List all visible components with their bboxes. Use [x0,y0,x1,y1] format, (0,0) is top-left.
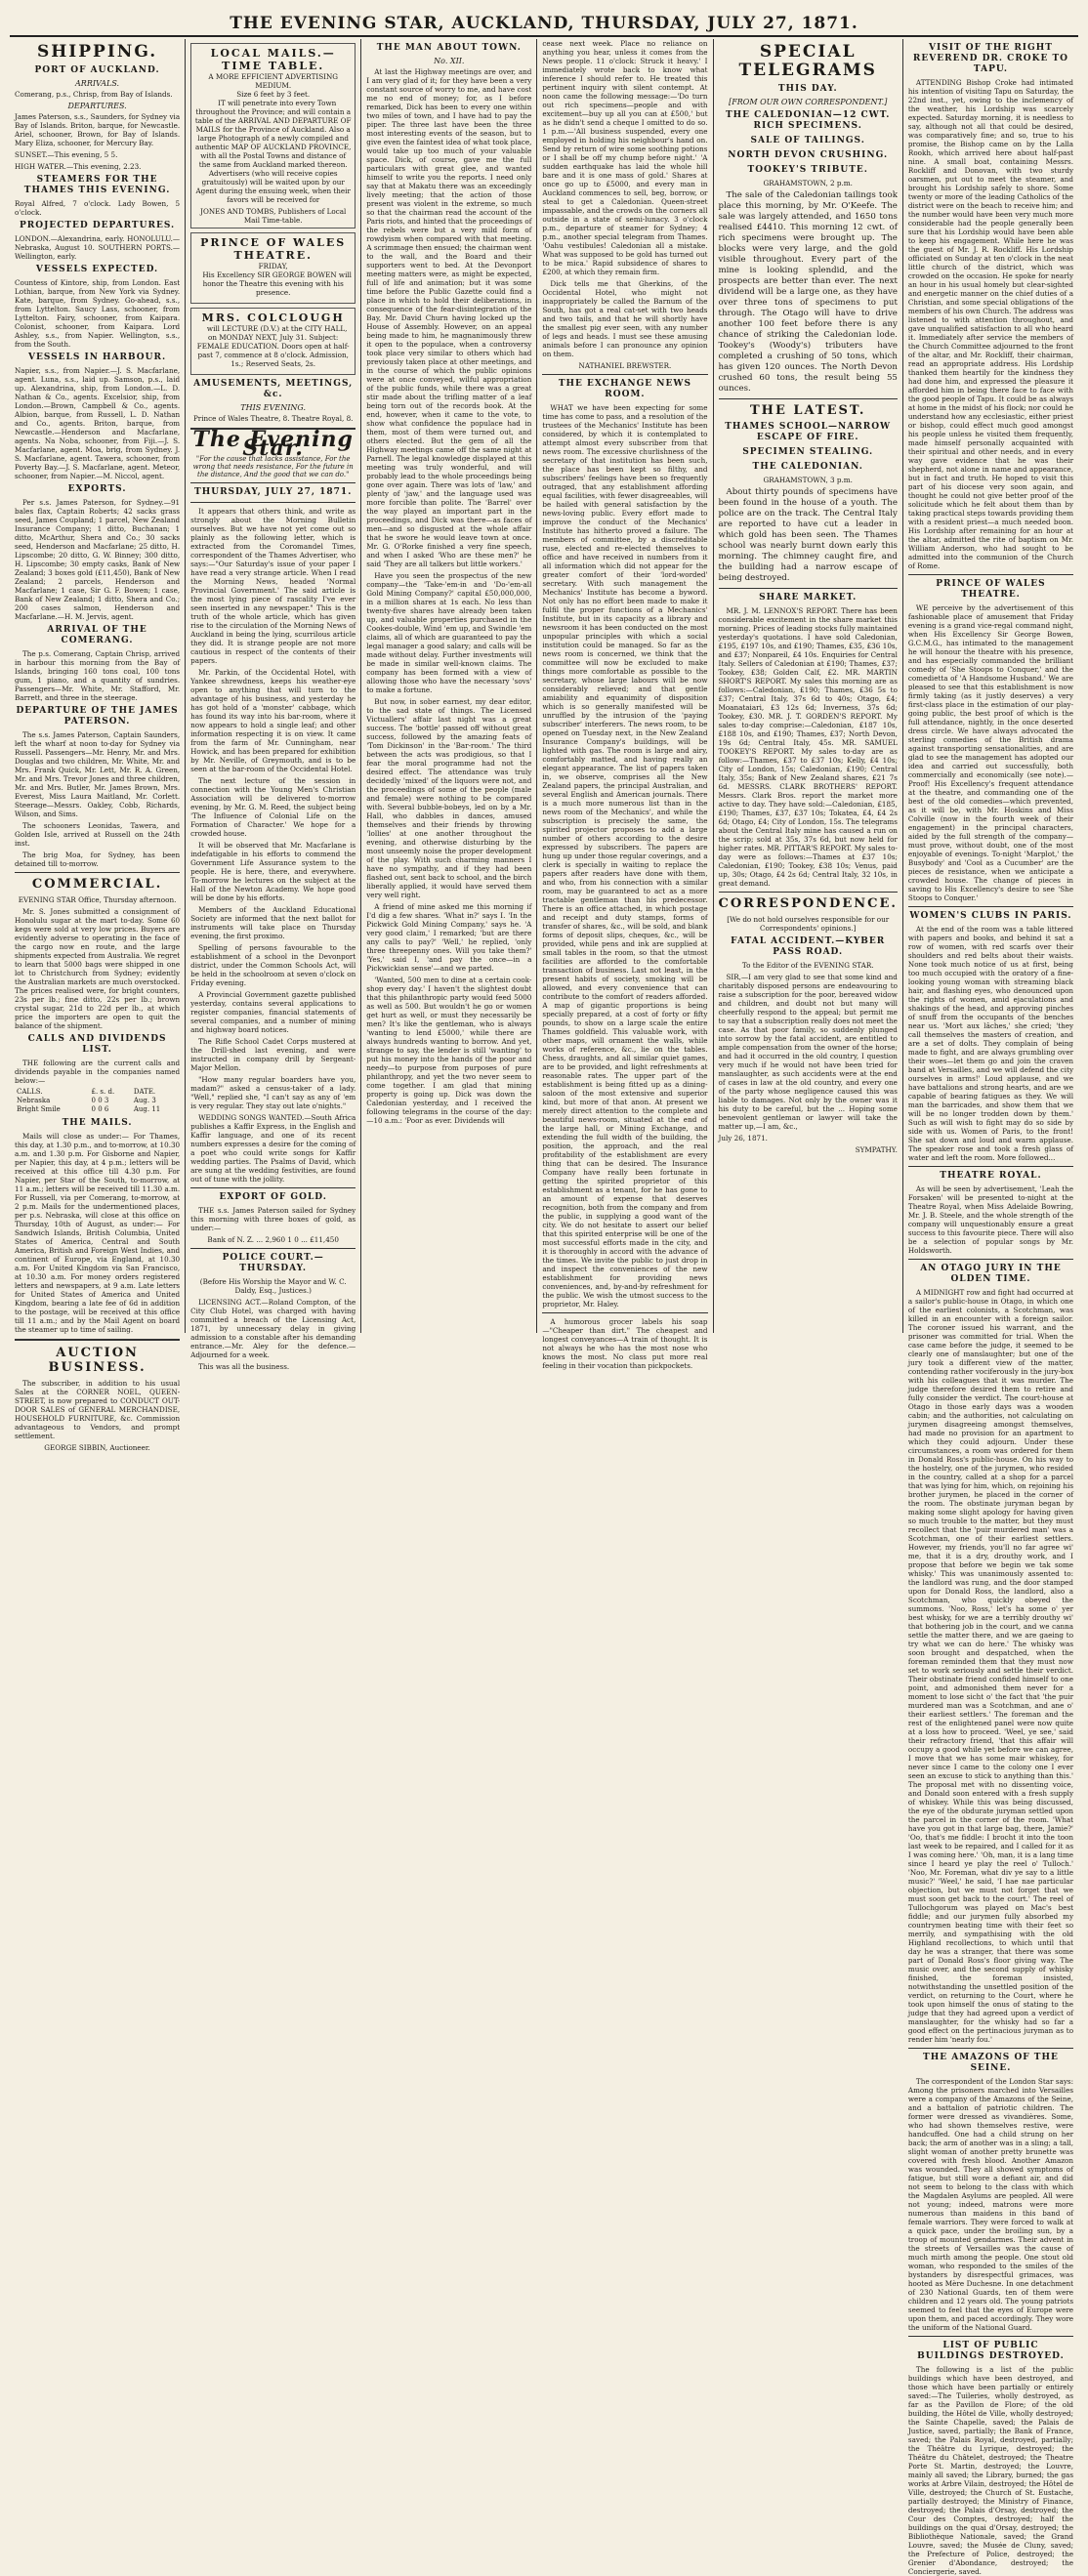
table-cell: Bright Smile [17,1105,61,1113]
auction-heading: AUCTION BUSINESS. [48,1346,146,1375]
calls-intro: THE following are the current calls and dividends payable in the companies named below:— [15,1059,181,1085]
share-market-text: MR. J. M. LENNOX'S REPORT. There has been considerable excitement in the share market this morning. Prices of leading stocks fully maintained yesterday's quotations. I have sold Caledonian, £195, £197 10s, and £190; Thames, £35, £36 10s, and £37; Nonpareil, £4 10s. Enquiries for Central Italy. Sellers of Caledonian at £190; Thames, £37; Tookey, £38; Golden Calf, £2. MR. MARTIN SHORT'S REPORT. My sales this morning are as follows:—Caledonian, £190; Thames, £36 5s to £37; Central Italy, 37s 6d to 40s; Otago, £4; Moanataiari, £3 12s 6d; Inverness, 37s 6d; Tookey, £30. MR. J. T. GORDEN'S REPORT. My sales to-day comprise:—Caledonian, £187 10s, £188 10s, and £190; Thames, £37; North Devon, 19s 6d; Central Italy, 45s. MR. SAMUEL TOOKEY'S REPORT. My sales to-day are as follow:—Thames, £37 to £37 10s; Kelly, £4 10s; City of London, 15s; Caledonian, £190; Central Italy, 35s; Bank of New Zealand shares, £21 7s 6d. MESSRS. CLARK BROTHERS' REPORT. Messrs. Clark Bros. report the market more active to day. They have sold:—Caledonian, £185, £190; Thames, £37, £37 10s; Tokatea, £4, £4 2s 6d; Otago, £4; City of London, 15s. The telegrams about the Central Italy mine has caused a run on the scrip; sold at 35s, 37s 6d, but now held for higher rates. MR. PITTAR'S REPORT. My sales to-day were as follows:—Thames at £37 10s; Caledonian, £190; Tookey, £38 10s; Venus, paid up, 30s; Otago, £4 2s 6d; Central Italy, 32 10s, in great demand. [718,606,898,888]
telegrams-sub: THIS DAY. [777,84,838,94]
comerang-text: The p.s. Comerang, Captain Chrisp, arrived in harbour this morning from the Bay of Islands, bringing 160 tons coal, 100 tons gum, 1 piano, and a quantity of sundries. Passengers—Mr. White, Mr. Stafford, Mr. Barrett, and three in the steerage. [15,649,181,702]
visit-heading: VISIT OF THE RIGHT REVEREND DR. CROKE TO TAPU. [912,43,1068,74]
exports-text: Per s.s. James Paterson, for Sydney.—91 bales flax, Captain Roberts; 42 sacks grass seed, James Coupland; 1 parcel, New Zealand Insurance Company; 1 ditto, Buchanan; 1 ditto, McArthur, Shera and Co.; 30 sacks seed, Henderson and Macfarlane; 25 ditto, H. Lipscombe; 20 ditto, G. W. Binney; 300 ditto, H. Lipscombe; 30 empty casks, Bank of New Zealand; 3 boxes gold (£11,450), Bank of New Zealand; 2 parcels, Henderson and Macfarlane; 1 case, Sir G. F. Bowen; 1 case, Bank of New Zealand; 1 ditto, Shera and Co.; 200 cases salmon, Henderson and Macfarlane.—H. M. Jervis, agent. [15,498,181,621]
calls-table [15,1088,180,1114]
column-ads [186,39,361,1371]
divider [908,906,1073,907]
fatal-date: July 26, 1871. [718,1134,768,1143]
divider [190,1187,356,1188]
divider [542,374,707,375]
steamers-heading: STEAMERS FOR THE THAMES THIS EVENING. [23,175,171,195]
port-heading: PORT OF AUCKLAND. [34,65,160,75]
prince-theatre-heading: PRINCE OF WALES THEATRE. [936,579,1046,600]
masthead [10,6,1078,37]
colclough-ad-text: will LECTURE (D.V.) at the CITY HALL, on MONDAY NEXT, July 31. Subject: FEMALE EDUCATION. Doors open at half-past 7, commence at 8 o'clock. Admission, 1s.; Reserved Seats, 2s. [196,324,350,368]
otago-heading: AN OTAGO JURY IN THE OLDEN TIME. [920,1264,1062,1284]
divider [15,872,180,873]
thames-school-heading: THAMES SCHOOL—NARROW ESCAPE OF FIRE. [725,422,892,442]
table-cell: Aug. 3 [133,1097,156,1104]
amusements-text: Prince of Wales Theatre, 8. Theatre Royal, 8. [192,414,354,423]
projected-heading: PROJECTED DEPARTURES. [19,221,176,230]
exchange-text: WHAT we have been expecting for some time has come to pass, and a resolution of the trustees of the Mechanics' Institute has been considered, by which it is contemplated to attempt almost every subscriber from that news room. The excessive churlishness of the secretary of that institution has been such, the place has been kept so filthy, and subscribers' feelings have been so frequently outraged, that any establishment affording equal facilities, with fewer disagreeables, will be hailed with general satisfaction by the news-loving public. Every effort made to improve the conduct of the Mechanics' Institute has hitherto proved a failure. The members of committee, by a discreditable ruse, elected and re-elected themselves to office and have received in numbers from it all information which did not appear for the greater comfort of their 'lord-worded' secretary. With such management the Mechanics' Institute has become a byword. Not only has no effort been made to make it fulfil the proper functions of a Mechanics' Institute, but in its capacity as a library and newsroom it has been conducted on the most unpopular principles with which a social institution could be managed. So far as the news room is concerned, we think that the committee will now be excluded to make things more comfortable as possible to the secretary, whose large labours will be now considerably relieved; and that gentle amiability and equanimity of disposition which is so generally manifested will be unruffled by the intrusion of the 'paying subscriber' interferers. The news room, to be opened on Tuesday next, in the New Zealand Insurance Company's buildings, will be lighted with gas. The room is large and airy, comfortably matted, and having really an elegant appearance. The list of papers taken in, we observe, comprises all the New Zealand papers, the principal Australian, and several English and American journals. There is a much more numerous list than in the news room of the Mechanics', and while the subscription is precisely the same, the spirited projector proposes to add a large number of others according to the desire expressed by subscribers. The papers are hung up under those regular coverings, and a clerk is specially in waiting to replace the papers after readers have done with them, and who, from his connection with a similar room, may be guaranteed to act as a more tractable gentleman than his predecessor. There is an office attached, in which postage and receipt and duty stamps, forms of transfer of shares, &c., will be sold, and blank forms of deposit slips, cheques, &c., will be provided, while pens and ink are supplied at small tables in the room, so that the utmost facilities are afforded to the comfortable transaction of business. Last not least, in the present habits of society, smoking will be allowed, and every convenience that can contribute to the comfort of readers afforded. A map of gigantic proportions is being specially prepared, at a cost of forty or fifty pounds, to show on a large scale the entire Thames goldfield. This valuable work, with other maps, will ornament the walls, while works of reference, &c., lie on the tables. Chess, draughts, and all similar quiet games, are to be provided, and light refreshments at reasonable rates. The upper part of the establishment is being fitted up as a dining-saloon of the most extensive and superior kind, but more of that anon. At present we merely direct attention to the complete and beautiful news-room, situated at the end of the large hall, or Mining Exchange, and extending the full width of the building, the position, the approach, and the real profitability of the establishment are every thing that can be desired. The Insurance Company have really been fortunate in getting the spirited proprietor of this establishment as a tenant, for he has gone to an amount of expense that deserves recognition, both from the company and from the public, in supplying a good want of the city. We do not hesitate to assert our belief that this spirited enterprise will be one of the most successful efforts made in the city, and it is thoroughly in accord with the advance of the times. We invite the public to just drop in and inspect the conveniences of the new establishment for providing news conveniences, and, by-and-by refreshment for the public. We wish the utmost success to the proprietor, Mr. Haley. [542,403,708,1309]
latest-heading: THE LATEST. [750,403,866,418]
boarders-text: "How many regular boarders have you, madam?" asked a census-taker of a lady. "Well," replied she, "I can't say as any of 'em is very regular. They stay out late o'nights." [190,1075,356,1110]
table-cell: 0 0 6 [91,1105,109,1113]
spelling-text: Spelling of persons favourable to the establishment of a school in the Devonport district, under the Common Schools Act, will be held in the schoolroom at seven o'clock on Friday evening. [190,943,356,987]
theatre-royal-text: As will be seen by advertisement, 'Leah the Forsaken' will be presented to-night at the Theatre Royal, when Miss Adelaide Bowring, Mr. J. B. Steele, and the whole strength of the company will unquestionably ensure a great success to this favourite piece. There will also be a selection of popular songs by Mr. Holdsworth. [907,1184,1074,1255]
women-text: At the end of the room was a table littered with papers and books, and behind it sat a row of women, with red scarfs over their shoulders and red belts about their waists. None took much notice of us at first, being too much occupied with the oratory of a fine-looking young woman with streaming black hair, and flashing eyes, who denounced upon the rights of women, amid ejaculations and shakings of the head, and approving pinches of snuff from the occupants of the benches near us. 'Mort aux lâches,' she cried; 'they call themselves the masters of creation, and are a set of dolts. They complain of being made to fight, and are always grumbling over their woes—let them go and join the craven band at Versailles, and we will defend the city ourselves in arms!' Loud applause, and we have battalions and strong hearts, and are we capable of bearing fatigues as they. We will man the barricades, and show them that we will be no longer trodden down by them.' Such as will wish to fight may do so side by side with us. Women of Paris, to the front! She sat down and loud and warm applause. The speaker rose and took a fresh glass of water and left the room. More followed... [907,925,1074,1162]
wedding-text: WEDDING SONGS WANTED.—South Africa publishes a Kaffir Express, in the English and Kaffir language, and one of its recent numbers expresses a desire for the coming of a poet who could write songs for Kaffir wedding parties. The Psalms of David, which are sung at the wedding festivities, are found out of tune with the jollity. [190,1113,356,1184]
tailings-heading: SALE OF TAILINGS. [750,136,865,145]
motto: "For the cause that lacks assistance, For the wrong that needs resistance, For the future in the distance, And the good that we can do." [192,455,354,478]
man-about-town-text-2: Have you seen the prospectus of the new company—the 'Take-'em-in and 'Do-'em-all Gold Mining Company?' capital £50,000,000, in a million shares at 1s each. No less than twenty-five shares have already been taken up, and valuable properties purchased in the Cookes-double, Wind 'em up, and Swindle 'em claims, all of which are guaranteed to pay the legal manager a good salary; and calls will be made without delay. Further investments will be made in similar well-known claims. The company has been formed with a view of allowing those who have the necessary 'sovs' to make a fortune. [366,571,532,694]
moa-text: The brig Moa, for Sydney, has been detained till to-morrow. [15,851,181,868]
amusements-sub: THIS EVENING. [240,403,307,412]
table-cell: Nebraska [17,1097,51,1104]
divider [15,1339,180,1341]
signature: NATHANIEL BREWSTER. [578,361,672,370]
shipping-heading: SHIPPING. [36,42,158,62]
steamers-text: Royal Alfred, 7 o'clock. Lady Bowen, 5 o'clock. [15,199,181,217]
harbour-heading: VESSELS IN HARBOUR. [28,353,167,362]
telegrams-heading: SPECIAL TELEGRAMS [738,42,877,80]
telegram-text: The sale of the Caledonian tailings took place this morning, by Mr. O'Keefe. The sale was largely attended, and 1650 tons realised £4410. This morning 12 cwt. of rich specimens were brought up. The blocks were very large, and the gold visible throughout. Every part of the mine is looking splendid, and the prospects are better than ever. The next dividend will be a large one, as they have over three tons of specimens to put through. The Otago will have to drive another 100 feet before there is any chance of striking the Caledonian lode. Tookey's (Woody's) tributers have completed a crushing of 50 tons, which has given 120 ounces. The North Devon crushed 60 tons, the result being 55 ounces. [718,190,898,394]
specimen-heading: SPECIMEN STEALING. [742,447,874,457]
exchange-heading: THE EXCHANGE NEWS ROOM. [558,379,691,399]
table-cell: 0 0 3 [91,1097,109,1104]
table-header-row [15,1088,180,1097]
prince-ad-text: His Excellency SIR GEORGE BOWEN will honor the Theatre this evening with his presence. [202,270,352,297]
parkin-text: Mr. Parkin, of the Occidental Hotel, with Yankee shrewdness, keeps his weather-eye open to anything that will turn to the advantage of his business, and yesterday he has got hold of a 'monster' cabbage, which has found its way into his bar-room, where it now appears to hold a single leaf; and other information respecting it is on view. It came from the farm of Mr. Cunningham, near Howick, and has been prepared for exhibition by Mr. Neville, of Greymouth, and is to be seen at the bar-room of the Occidental Hotel. [190,668,356,773]
exports-heading: EXPORTS. [67,484,127,494]
divider [908,2048,1073,2049]
cadets-text: The Rifle School Cadet Corps mustered at the Drill-shed last evening, and were instructed in company drill by Sergeant-Major Mellon. [190,1037,356,1072]
mails-ad-text: IT will penetrate into every Town throughout the Province; and will contain a table of the ARRIVAL AND DEPARTURE OF MAILS for the Province of Auckland. Also a large Photograph of a newly compiled and authentic MAP OF AUCKLAND PROVINCE, with all the Postal Towns and distance of the same from Auckland marked thereon. Advertisers (who will receive copies gratuitously) will be waited upon by our Agent during the ensuing week, when their favors will be received for [194,99,352,204]
humorist-text: A humorous grocer labels his soap—"Cheaper than dirt." The cheapest and longest conveyances—A train of thought. It is not always he who has the most nose who knows the most. No class put more real feeling in their vocation than pickpockets. [542,1317,708,1370]
buildings-text: The following is a list of the public buildings which have been destroyed, and those which have been partially or entirely saved:—The Tuileries, wholly destroyed, as far as the Pavillon de Flore; of the old building, the Hôtel de Ville, wholly destroyed; the Sainte Chapelle, saved; the Palais de Justice, saved, partially; the Bank of France, saved; the Palais Royal, destroyed, partially; the Théâtre du Lyrique, destroyed; the Théâtre du Châtelet, destroyed; the Theatre Porte St. Martin, destroyed; the Louvre, mainly all saved; the Library, burned; the gas works at Arbre Vilain, destroyed; the Hôtel de Ville, destroyed; the Church of St. Eustache, partially destroyed; the Ministry of Finance, destroyed; the Palais d'Orsay, destroyed; the Cour des Comptes, destroyed; half the buildings on the quai d'Orsay, destroyed; the Bibliothèque Nationale, saved; the Grand Louvre, saved; the Musée de Cluny, saved; the Prefecture of Police, destroyed; the Grenier d'Abondance, destroyed; the Conciergerie, saved. [907,2365,1074,2576]
fatal-text: SIR,—I am very glad to see that some kind and charitably disposed persons are endeavouring to raise a subscription for the poor, bereaved widow and children, and doubt not but many will cheerfully respond to the appeal; but permit me to say that a subscription really does not meet the case. As that poor family, so suddenly plunged into sorrow by the fatal accident, are entitled to ample compensation from the owner of the horse; and had it occurred in the old country, I question very much if he would not have been tried for manslaughter, as such accidents were at the end of cases in law at the old country, and every one of the party whose negligence caused this was liable to damages. Not only by the owner was it his duty to be careful, but the ... Hoping some benevolent gentleman or lawyer will take the matter up,—I am, &c., [718,973,898,1131]
expected-heading: VESSELS EXPECTED. [35,265,159,274]
police-end: This was all the business. [198,1362,290,1371]
dateline: GRAHAMSTOWN, 2 p.m. [763,179,853,187]
man-about-town-text-4: A friend of mine asked me this morning if I'd dig a few shares. 'What in?' says I. 'In the Pickwick Gold Mining Company,' says he. 'A very good claim,' I remarked; 'but are there any calls to pay?' 'Well,' he replied, 'only three threepenny ones. Will you take them?' 'Yes,' said I, 'and pay the once—in a Pickwickian sense'—and we parted. [366,902,532,973]
amazons-heading: THE AMAZONS OF THE SEINE. [923,2053,1059,2073]
mails-ad-heading: LOCAL MAILS.—TIME TABLE. [210,47,336,72]
commercial-text: Mr. S. Jones submitted a consignment of Honolulu sugar at the mart to-day. Some 60 kegs were sold at very low prices. Buyers are evidently adverse to operating in the face of the cargo now en route, and the large shipments expected from Australia. We regret to learn that 5000 bags were shipped in one lot to Christchurch from Sydney; evidently the Australian markets are much overstocked. The prices realised were, for bright counters, 23s per lb.; fine ditto, 22s per lb.; brown crystal sugar, 21d to 22d per lb., at which price the importers are open to quit the balance of the shipment. [15,907,181,1030]
auction-signature: GEORGE SIBBIN, Auctioneer. [44,1443,150,1452]
table-header-cell: £. s. d. [91,1088,115,1096]
visit-text: ATTENDING Bishop Croke had intimated his intention of visiting Tapu on Saturday, the 22nd inst., yet, owing to the inclemency of the weather, his Lordship was scarcely expected. Saturday morning, it is needless to say, although not all that could be desired, was comparatively fine; and so, true to his promise, the Bishop came on by the Lalla Rookh, which arrived here about half-past nine. A small boat, containing Messrs. Rockliff and Donovan, with two sturdy oarsmen, put out to meet the steamer, and brought his Lordship safely to shore. Some twenty or more of the leading Catholics of the district were on the beach to receive him; and the number would have been very much more considerable had the people generally been sure that his Lordship would have been able to keep his engagement. While here he was the guest of Mr. J. R. Rockliff. His Lordship officiated on Sunday at ten o'clock in the neat little church of the district, which was crowded on the occasion. He spoke for nearly an hour in his usual homely but clear-sighted and energetic manner on the chief duties of a Christian, and some special obligations of the members of his own Church. The address was listened to with attention throughout, and gave unqualified satisfaction to all who heard it. Immediately after service the members of the Church Committee adjourned to the front of the altar, and Mr. Rockliff, their chairman, read an appropriate address. His Lordship thanked them heartily for the kindness they had done him, and expressed the pleasure it afforded him in being there face to face with the good people of Tapu. It could be as always at home in the midst of his flock; nor could he understand how any ecclesiastic, either priest or bishop, could effect much good amongst his people unless he visited them frequently, made himself personally acquainted with their spiritual and other needs, and in every way gave evidence that he was their shepherd, not alone in name and appearance, but in fact and truth. He hoped to visit this part of his diocese very soon again, and thought he could not give better proof of the solicitude which he felt about them than by taking practical steps towards providing them with a resident priest—a much needed boon. His Lordship after remaining for an hour at the altar, admitted the rite of baptism on Mr. William Anderson, who had sought to be admitted into the communion of the Church of Rome. [907,78,1074,570]
masthead-title: THE EVENING STAR, AUCKLAND, THURSDAY, JULY 27, 1871. [230,14,858,33]
otago-text: A MIDNIGHT row and fight had occurred at a sailor's public-house in Otago, in which one of the earliest colonists, a Scotchman, was killed in an encounter with a foreign sailor. The coroner issued his warrant, and the prisoner was committed for trial. When the case came before the judge, it seemed to be clearly one of manslaughter; but one of the jury took a different view of the matter, contending rather vociferously in the jury-box with his colleagues that it was murder. The judge therefore desired them to retire and fully consider the verdict. The court-house at Otago in those early days was a wooden cabin; and the authorities, not calculating on jurymen disagreeing amongst themselves, had made no provision for an apartment to which they could adjourn. Under these circumstances, a room was ordered for them in Donald Ross's public-house. On his way to the hostelry, one of the jurymen, who resided in the country, called at a shop for a parcel that was lying for him, which, on rejoining his brother jurymen, he placed in the corner of the room. The obstinate juryman began by making some slight apology for having given so much trouble to the matter, but they must recollect that the 'puir murdered man' was a Scotchman, one of their earliest settlers. However, my friends, you'll no far agree wi' me, that it is a dry, drouthy work, and I propose that before we begin we tak some whisky.' This was unanimously assented to: the landlord was rung, and the door stamped upon for Donald Ross, the landlord, also a Scotchman, who quickly obeyed the summons. 'Noo, Ross,' let's ha some o' yer best whisky, for we are a terribly drouthy wi' that bothering job in the court, and we canna settle the matter there, and we are gaeing to try what we can do here.' The whisky was soon brought and despatched, when the foreman reminded them that they must now set to work seriously and settle their verdict. Their obstinate friend confided himself to one point, and admonished them never for a moment to lose sicht o' the fact that 'the puir murdered man was a Scotchman, and ane o' their earliest settlers.' The foreman and the rest of the enlightened panel were now quite at a loss how to proceed. 'Weel, ye see,' said their refractory friend, 'that this affair will occupy a good while yet before we can agree, I move that we has some mair whiskey, for never since I came to the colony one I ever seen an excuse to stick to anything than this.' The proposal met with no dissenting voice, and Donald soon entered with a fresh supply of whiskey. While this was being discussed, the eye of the obdurate juryman settled upon the parcel in the corner of the room. 'What have you got in that large bag, there, Jamie?' 'Oo, that's me fiddle: I brocht it into the toon last week to be repaired, and I called for it as I was coming here.' 'Oh, man, it is a lang time since I heard ye play the reel o' Tulloch.' 'Noo, Mr. Foreman, what div ye say to a little music?' 'Weel,' he said, 'I hae nae particular objection, but we must not forget that we must soon get back to the court.' The reel of Tullochgorum was played on Mac's best fiddle; and our jurymen fully absorbed my countrymen beating time with their feet so merrily, and sympathising with the old Highland recollections, to which until that day he was a stranger, that there was some part of Donald Ross's floor giving way. The music over, and the second supply of whisky finished, the foreman insisted, notwithstanding the unsettled position of the verdict, on returning to the Court, where he took upon himself the onus of stating to the judge that they had agreed upon a verdict of manslaughter, for the whisky had so far a good effect on the pertinacious juryman as to render him 'nearly fou.' [907,1288,1074,2044]
prince-advert [190,232,356,304]
education-text: Members of the Auckland Educational Society are informed that the next ballot for instruments will take place on Thursday evening, the first proximo. [190,905,356,940]
caledonian-2-heading: THE CALEDONIAN. [752,462,863,472]
divider [719,398,898,399]
dateline-2: GRAHAMSTOWN, 3 p.m. [763,476,853,484]
police-heading: POLICE COURT.—THURSDAY. [222,1253,324,1273]
man-about-town-text: At last the Highway meetings are over, and I am very glad of it; for they have been a very constant source of worry to me, and have cost me no end of money; for, as I before remarked, Dick has been to every one within two miles of town, and I have had to pay the piper. The three last have been the three most interesting events of the season, but to give even the faintest idea of what took place, would take up too much of your valuable space. Dick, of course, gave me the full particulars with great glee, and wanted himself to write you the reports. I need only say that at Makatu there was an exceedingly lively meeting; that the action of those present was violent in the extreme, so much so that the chairman read the account of the Paris riots, and hinted that the proceedings of the rebels were but a very mild form of rowdyism when compared with that meeting. A scrimmage then ensued; the chairman went to the wall, and the Board and their supporters went to bed. At the Devonport meeting matters were, as might be expected, full of life and animation; but it was some time before the Public Gazette could find a place in which to hold their deliberations, in consequence of the fear-disintegration of the Bay, Mr. David Churn having locked up the House of Assembly. However, on an appeal being made to him, he magnanimously threw it open to the populace, when a controversy took place very similar to others which had previously taken place at other meetings, and in the course of which the public opinions were at once conveyed, wilful appropriation of the public funds, while there was a great stir made about the trifling matter of a leaf being torn out of the records book. At the end, however, when it came to the vote, to show what confidence the populace had in them, most of them were turned out, and others elected. But the gem of all the Highway meetings came off the same night at Parnell. The legal knowledge displayed at this meeting was truly wonderful, and will probably lead to the whole proceedings being gone over again. There was lots of 'law,' and plenty of 'jaw,' and the language used was more forcible than polite. The 'Barrel' over the way played an important part in the proceedings, and Dick was there—as faces of men—and so disgusted at the whole affair that he swore he would leave town at once. Mr. G. O'Rorke finished a very fine speech, and when I asked 'Who are these men?' he said 'They are all talkers but little workers.' [366,67,532,568]
amazons-text: The correspondent of the London Star says: Among the prisoners marched into Versailles were a company of the Amazons of the Seine, and a battalion of patriotic children. The former were dressed as vivandières. Some, who had shown themselves restive, were handcuffed. One had a child strung on her back; the arm of another was in a sling; a tall, slight woman of another pretty brunette was covered with fresh blood. Another Amazon was wounded. They all showed symptoms of fatigue, but still wore a defiant air, and did not seem to belong to the class with which the Magdalen Asylums are peopled. All were not young; indeed, matrons were more numerous than maidens in this band of female warriors. They were forced to walk at a quick pace, under the broiling sun, by a troop of mounted gendarmes. Their advent in the streets of Versailles was the cause of much mirth among the people. One stout old woman, who responded to the smiles of the bystanders by disrespectful grimaces, was hooted as Mère Duchesne. In one detachment of 230 National Guards, ten of them were children and 12 years old. The young patriots seemed to feel that the eyes of Europe were upon them, and paced accordingly. They wore the uniform of the National Guard. [907,2077,1074,2332]
gold-row: Bank of N. Z. ... 2,960 1 0 ... £11,450 [207,1235,339,1244]
police-sub: (Before His Worship the Mayor and W. C. Daldy, Esq., Justices.) [199,1277,347,1295]
prince-theatre-text: WE perceive by the advertisement of this fashionable place of amusement that Friday evening is a grand vice-regal command night, when His Excellency Sir George Bowen, G.C.M.G., has intimated to the management he will honour the theatre with his presence, and has especially commanded the brilliant comedy of 'She Stoops to Conquer,' and the comedietta of 'A Handsome Husband.' We are pleased to see that this establishment is now firmly taking (as it justly deserves) a very first-class place in the estimation of our play-going public, the best proof of which is the full attendance, nightly, in the once deserted dress circle. We have always advocated the sterling comedies of the British drama against transporting sensationalities, and are glad to see the management has adopted our idea and carried out successfully, both commercially and economically (see note).—Proof! His Excellency's frequent attendance at the theatre, and commanding one of the best of the old comedies—which prevented, as it will be, with Mr. Hoskins and Miss Colville (now in the fourth week of their engagement) in the principal characters, aided by the full strength of the company—must prove, without doubt, one of the most enjoyable of evenings. To-night 'Marplot,' the Busybody' and 'Cool as a Cucumber' are the pieces de resistance, when we anticipate a crowded house. The change of pieces in saving to His Excellency's desire to see 'She Stoops to Conquer.' [907,603,1074,902]
table-header-cell: CALLS. [17,1088,43,1096]
paterson-heading: DEPARTURE OF THE JAMES PATERSON. [16,706,179,727]
divider [190,1248,356,1249]
harbour-text: Napier, s.s., from Napier.—J. S. Macfarlane, agent. Luna, s.s., laid up. Samson, p.s., laid up. Alexandrina, ship, from London.—L. D. Nathan & Co., agents. Excelsior, ship, from London.—Brown, Campbell & Co., agents. Albion, barque, from Russell, L. D. Nathan and Co., agents. Briton, barque, from Newcastle.—Henderson and Macfarlane, agents. Na Noba, schooner, from Fiji.—J. S. Macfarlane, agent. Moa, brig, from Sydney. J. S. Macfarlane, agent. Tawera, schooner, from Poverty Bay.—J. S. Macfarlane, agent. Meteor, schooner, from Napier.—M. Niccol, agent. [15,366,181,480]
man-about-town-text-3: But now, in sober earnest, my dear editor, to the sad state of things. The Licensed Victuallers' affair last night was a great success. The 'bottle' passed off without great success, followed by the amazing feats of 'Tom Dickinson' in the 'Bar-room.' The third between the acts was prodigious, so that I fear the moral programme had not the desired effect. The attendance was truly decidedly 'mixed' of the liquors were not, and the proceedings of some of the people (male and female) were nothing to be compared with. Several bubble-bobeys, led on by a Mr. Hall, who dabbles in dances, amused themselves and their friends by throwing 'lollies' at one another throughout the evening, and otherwise disturbing by the most unseemly noise the proper development of the play. With such charming manners I have no sympathy, and if they had been flashed out, sent back to school, and the birch liberally applied, it would have served them very well right. [366,697,532,899]
schooners-text: The schooners Leonidas, Tawera, and Golden Isle, arrived at Russell on the 24th inst. [15,821,181,848]
divider [908,574,1073,575]
caledonian-heading: THE CALEDONIAN—12 CWT. RICH SPECIMENS. [725,110,891,131]
divider [190,502,356,503]
commercial-heading: COMMERCIAL. [31,877,163,892]
table-row [15,1097,180,1105]
divider [719,588,898,589]
man-about-town-cont-2: Dick tells me that Gherkins, of the Occidental Hotel, who might not inappropriately be called the Barnum of the South, has got a real cat-set with two heads and two tails, and that he will shortly have the smallest pig ever seen, with any number of legs and heads. I must see these amusing animals before I can pronounce any opinion on them. [542,279,708,358]
table-header-cell: DATE. [133,1088,156,1096]
column-misc [903,39,1078,2576]
amusements-heading: AMUSEMENTS, MEETINGS, &c. [193,379,354,399]
expected-text: Countess of Kintore, ship, from London. East Lothian, barque, from New York via Sydney. Kate, barque, from Sydney. Go-ahead, s.s., from Lyttelton. Saucy Lass, schooner, from Lyttelton. Fairy, schooner, from Kaipara. Colonist, schooner, from Kaipara. Lord Ashley, s.s., from Napier. Wellington, s.s., from the South. [15,278,181,349]
divider [719,892,898,893]
women-heading: WOMEN'S CLUBS IN PARIS. [909,911,1072,921]
arrivals-text: Comerang, p.s., Chrisp, from Bay of Islands. [15,90,173,99]
colclough-ad-heading: MRS. COLCLOUGH [201,312,345,324]
evening-star-logo: The Evening Star. [192,427,354,461]
projected-text: LONDON.—Alexandrina, early. HONOLULU.—Nebraska, August 10. SOUTHERN PORTS.—Wellington, early. [15,234,181,261]
mails-ad-size: Size 6 feet by 3 feet. [236,90,311,99]
correspondence-note: [We do not hold ourselves responsible for our Correspondents' opinions.] [727,915,890,933]
fatal-heading: FATAL ACCIDENT.—KYBER PASS ROAD. [731,936,886,957]
lectures-text: The next lecture of the session in connection with the Young Men's Christian Association will be delivered to-morrow evening, by Mr. G. M. Reed, the subject being 'The Influence of Colonial Life on the Formation of Character.' We hope for a crowded house. [190,776,356,838]
divider [908,2336,1073,2337]
column-exchange [537,39,713,1370]
gazette-text: A Provincial Government gazette published yesterday, contains several applications to register companies, financial statements of several companies, and a number of mining and highway board notices. [190,990,356,1034]
paterson-text: The s.s. James Paterson, Captain Saunders, left the wharf at noon to-day for Sydney via Russell. Passengers—Mr. Henry, Mr. and Mrs. Douglas and two children, Mr. White, Mr. and Mrs. Frank Quick, Mr. Lett, Mr. R. A. Green, Mr. and Mrs. Trevor Jones and three children, Mr. and Mrs. Butler, Mr. James Brown, Mrs. Everest, Miss Laura Maitland, Mr. Corlett. Steerage—Messrs. Oakley, Cobb, Richards, Wilson, and Sims. [15,730,181,818]
fatal-signature: SYMPATHY. [855,1145,898,1154]
gold-heading: EXPORT OF GOLD. [219,1192,327,1202]
man-about-town-heading: THE MAN ABOUT TOWN. [376,43,522,53]
columns [10,39,1078,2576]
column-shipping [10,39,186,1452]
telegrams-note: [FROM OUR OWN CORRESPONDENT.] [729,98,888,106]
column-man-about-town [361,39,537,1333]
man-about-town-number: No. XII. [434,57,465,65]
commercial-date: EVENING STAR Office, Thursday afternoon. [18,895,177,904]
buildings-heading: LIST OF PUBLIC BUILDINGS DESTROYED. [917,2341,1065,2361]
divider [908,1259,1073,1260]
departures-heading: DEPARTURES. [67,102,127,110]
man-about-town-cont: cease next week. Place no reliance on anything you hear, unless it comes from the News people. 11 o'clock: Struck it heavy.' I immediately wrote back to know what inference I should refer to. He treated this pertinent inquiry with silent contempt. At noon came the following message:—'Do turn out rich specimens—people and with excitement—buy up all you can at £500,' but as he didn't send a cheque I omitted to do so. 1 p.m.—'All business suspended, every one employed in holding his neighbour's hand on. Send by return of wire some soothing potions or I shall be off my chump before night.' 'A sudden earthquake has laid the whole hill bare and it is one mass of gold.' Shares at once go up to £5000, and every man in Auckland commences to sell, beg, borrow, or steal to get a Caledonian. Queen-street impassable, and the crowds on the corners all outside in a state of semi-lunacy. 3 o'clock p.m., departure of steamer for Sydney; 4 p.m., another special telegram from Thames. 'Oahu vestibules! Caledonian all a mistake. What was supposed to be gold has turned out to be mica.' Rapid subsidence of shares to £200, at which they remain firm. [542,39,708,276]
sunset-text: SUNSET.—This evening, 5 5. [15,150,118,159]
north-devon-heading: NORTH DEVON CRUSHING. [728,150,889,160]
departures-text: James Paterson, s.s., Saunders, for Sydney via Bay of Islands. Briton, barque, for Newcastle. Ariel, schooner, Brown, for Bay of Islands. Mary Eliza, schooner, for Mercury Bay. [15,112,181,147]
theatre-royal-heading: THEATRE ROYAL. [940,1171,1042,1181]
leader-text: It appears that others think, and write as strongly about the Morning Bulletin ourselves. But we have not yet come out so plainly as the following letter, which is extracted from the Coromandel Times, correspondent of the Thames Advertiser, who says:—"Our Saturday's issue of your paper I have read a very strange article. When I read the Morning News, headed 'Normal Provincial Government.' The said article is the most lying piece of rascality I've ever seen inserted in any newspaper." This is the truth of the whole article, which has given rise to the circulation of the Morning News of Auckland in being the lying, scurrilous article they did. It is strange people are not more cautious in respect of the contents of their papers. [190,507,356,665]
column-telegrams [714,39,903,1333]
highwater-text: HIGH WATER.—This evening, 2.23. [15,162,142,171]
divider [542,1312,707,1313]
mails-ad-signature: JONES AND TOMBS, Publishers of Local Mail Time-table. [200,207,347,225]
correspondence-heading: CORRESPONDENCE. [718,896,898,911]
colclough-advert [190,308,356,375]
man-about-town-text-5: 'Wanted, 500 men to dine at a certain cook-shop every day.' I haven't the slightest doubt that this philanthropic party would feed 5000 as well as 500. But wouldn't he go or women get hurt as well, or must they necessarily be men? It's like the gentleman, who is always 'wanting to lend £5000,' while there are always hundreds wanting to borrow. And yet, strange to say, the lender is still 'wanting' to put his money into the hands of the poor and needy—to purpose from purposes of pure philanthropy, and yet the two never seem to come together. I am glad that mining property is going up. Dick was down the Caledonian yesterday, and I received the following telegrams in the course of the day:—10 a.m.: 'Poor as ever. Dividends will [366,976,532,1125]
latest-text: About thirty pounds of specimens have been found in the house of a youth. The police are on the track. The Central Italy are reported to have cut a leader in which gold has been seen. The Thames school was nearly burnt down early this morning. The chimney caught fire, and the building had a narrow escape of being destroyed. [718,487,898,583]
comerang-heading: ARRIVAL OF THE COMERANG. [47,625,147,645]
table-row [15,1105,180,1114]
table-cell: Aug. 11 [133,1105,161,1113]
mails-advert [190,43,356,229]
divider [908,1166,1073,1167]
mails-heading: THE MAILS. [62,1118,133,1128]
gold-text: THE s.s. James Paterson sailed for Sydney this morning with three boxes of gold, as under:— [190,1206,356,1232]
police-text: LICENSING ACT.—Roland Compton, of the City Club Hotel, was charged with having committed a breach of the Licensing Act, 1871, by unnecessary delay in giving admission to a constable after his demanding entrance.—Mr. Aley for the defence.—Adjourned for a week. [190,1298,356,1359]
issue-date: THURSDAY, JULY 27, 1871. [194,487,353,497]
tookey-heading: TOOKEY'S TRIBUTE. [747,165,868,175]
auction-text: The subscriber, in addition to his usual Sales at the CORNER NOEL, QUEEN-STREET, is now prepared to CONDUCT OUT-DOOR SALES of GENERAL MERCHANDISE, HOUSEHOLD FURNITURE, &c. Commission advantageous to Vendors, and prompt settlement. [15,1379,181,1440]
mcfarlane-text: It will be observed that Mr. Macfarlane is indefatigable in his efforts to commend the Government Life Assurance system to the people. He is here, there, and everywhere. To-morrow he lectures on the subject at the Hall of the Newton Academy. We hope good will be done by his efforts. [190,841,356,902]
share-market-heading: SHARE MARKET. [759,593,858,602]
to-editor: To the Editor of the EVENING STAR. [741,961,874,970]
mails-ad-sub: A MORE EFFICIENT ADVERTISING MEDIUM. [208,72,339,90]
arrivals-heading: ARRIVALS. [75,79,120,88]
prince-ad-heading: PRINCE OF WALES THEATRE. [200,236,347,262]
mails-text: Mails will close as under:— For Thames, this day, at 1.30 p.m., and to-morrow, at 10.30 a.m. and 1.30 p.m. For Gisborne and Napier, per Napier, this day, at 4 p.m.; letters will be received at this office till 4.30 p.m. For Napier, per Star of the South, to-morrow, at 11 a.m.; letters will be received till 11.30 a.m. For Russell, via per Comerang, to-morrow, at 2 p.m. Mails for the undermentioned places, per p.s. Nebraska, will close at this office on Thursday, 10th of August, as under:— For Sandwich Islands, British Columbia, United States of America, Central and South America, British and Foreign West Indies, and continent of Europe, via England, at 10.30 a.m. For United Kingdom via San Francisco, at 10.30 a.m. For money orders registered letters and newspapers, at 9 a.m. Late letters for United States of America and United Kingdom, bearing a late fee of 6d in addition to the postage, will be received at this office till 11 a.m.; and by the Mail Agent on board the steamer up to time of sailing. [15,1132,181,1334]
prince-ad-day: FRIDAY, [258,262,288,270]
divider [190,482,356,483]
calls-heading: CALLS AND DIVIDENDS LIST. [27,1034,167,1055]
